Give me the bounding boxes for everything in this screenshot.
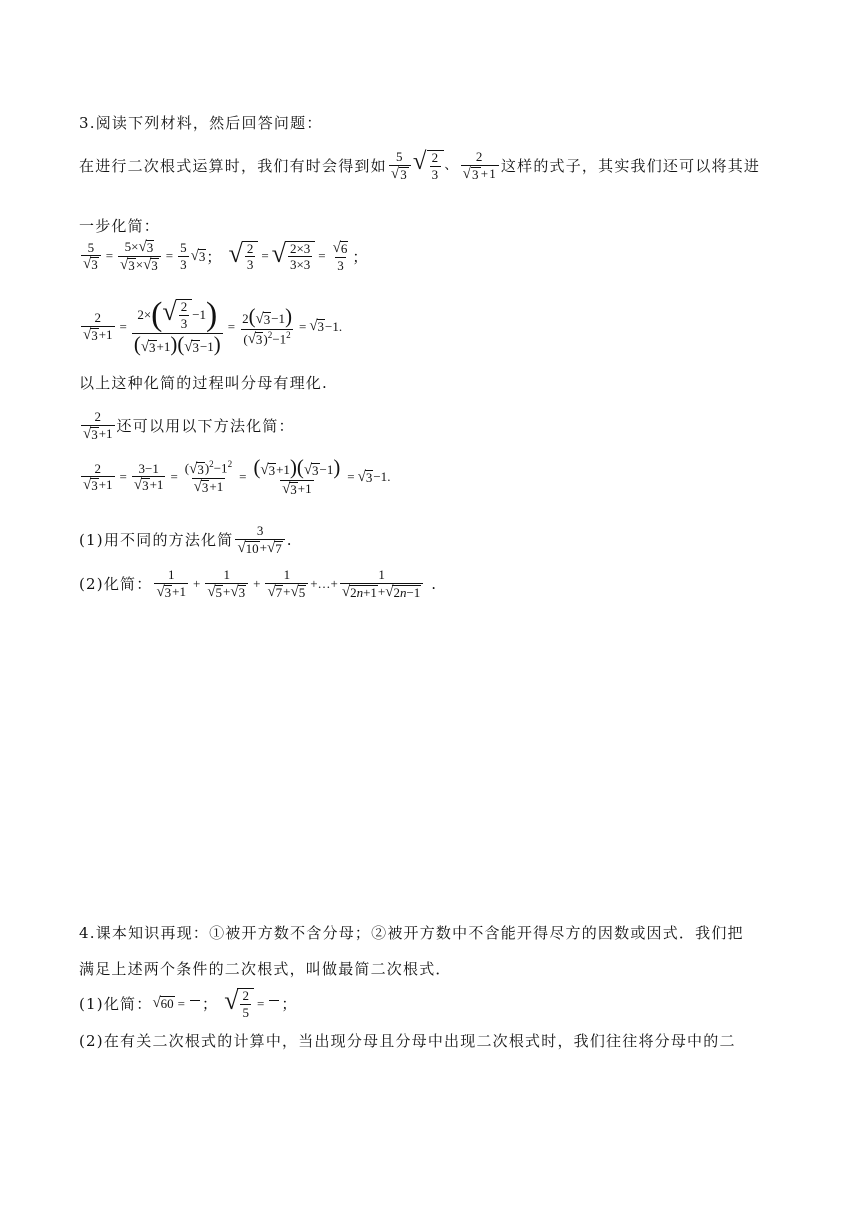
q4-sep: ； xyxy=(202,995,219,1014)
series-expression: 1 √ 3 +1 + 1 √ 5 + √ 3 + 1 √ 7 + √ 5 +…+ 1 √ 2n+1 + √ 2n−1 xyxy=(152,568,425,600)
q4-part-2 xyxy=(79,1030,736,1051)
q4-line-1 xyxy=(79,922,744,943)
q4-line-2 xyxy=(79,958,452,979)
sep-2: ； xyxy=(352,249,369,266)
q3-summary xyxy=(79,372,328,393)
q3-intro-text-b: 这样的式子，其实我们还可以将其进 xyxy=(500,157,761,176)
q4-part1-label: (1)化简： xyxy=(79,995,153,1014)
dot-4: . xyxy=(431,574,437,593)
q3-summary-text: 以上这种化简的过程叫分母有理化. xyxy=(79,374,328,392)
dot-1: . xyxy=(338,318,343,334)
q4-sep-2: ； xyxy=(281,995,298,1014)
dot-2: . xyxy=(387,469,391,485)
example-expressions: 5 √ 3 √ $\frac{2}{3}$ 、 2 √ 3 +1 xyxy=(390,148,497,182)
q4-line1-text: 4.课本知识再现：①被开方数不含分母；②被开方数中不含能开得尽方的因数或因式．我们把 xyxy=(79,924,744,942)
sep-1: ； xyxy=(206,249,223,266)
q3-intro-text-c: 一步化简： xyxy=(79,217,161,235)
q4-part2-text: (2)在有关二次根式的计算中，当出现分母且分母中出现二次根式时，我们往往将分母中的二 xyxy=(79,1032,736,1050)
q3-part2-label: (2)化简： xyxy=(79,575,153,594)
q3-alt-text: 还可以用以下方法化简： xyxy=(116,417,295,436)
dot-3: . xyxy=(286,530,292,549)
q3-part1-label: (1)用不同的方法化简 xyxy=(79,531,234,550)
q3-alt-intro: 2 √ 3 +1 还可以用以下方法化简： xyxy=(83,409,295,442)
q4-part1-expr: √ 60 = xyxy=(152,996,202,1012)
q3-part-1: (1)用不同的方法化简 3 √ 10 + √ 7 . xyxy=(79,523,292,556)
q4-part1-expr-2: √ $\frac{2}{5}$ = xyxy=(224,988,281,1019)
q3-title-text: 3.阅读下列材料，然后回答问题： xyxy=(79,114,323,132)
answer-blank-1[interactable] xyxy=(190,1000,200,1001)
q3-part-2 xyxy=(79,568,436,600)
q3-title xyxy=(79,112,323,133)
q3-intro-text-a: 在进行二次根式运算时，我们有时会得到如 xyxy=(79,157,387,176)
q4-part-1 xyxy=(79,988,298,1019)
example-one-two: 5 √ 3 = 5× √ 3 √ 3 × √ 3 = $\frac{5}{3}$ √ 3 ； √ $\frac{2}{3}$ = √ $\frac{2\times 3}{3\times 3}$ = √ 6 3 ； xyxy=(83,238,369,273)
example-three: 2 √ 3 +1 = 2× ( √ $\frac{2}{3}$ −1 ) ( √ 3 +1)( √ 3 −1) = 2( √ 3 −1) ( √ 3 )$^2-1^2$ = √ 3 −1 . xyxy=(83,296,343,356)
q3-intro-line-2 xyxy=(79,215,160,236)
ellipsis: +…+ xyxy=(310,575,338,591)
answer-blank-2[interactable] xyxy=(269,1000,279,1001)
q3-intro-line xyxy=(79,150,760,182)
q4-line2-text: 满足上述两个条件的二次根式，叫做最简二次根式． xyxy=(79,960,452,978)
alt-method-chain: 2 √ 3 +1 = 3−1 √ 3 +1 = ( √ 3 )$^2-1^2$ √ 3 +1 = ( √ 3 +1)( √ 3 −1) √ 3 +1 = √ 3 −1 . xyxy=(83,456,391,497)
